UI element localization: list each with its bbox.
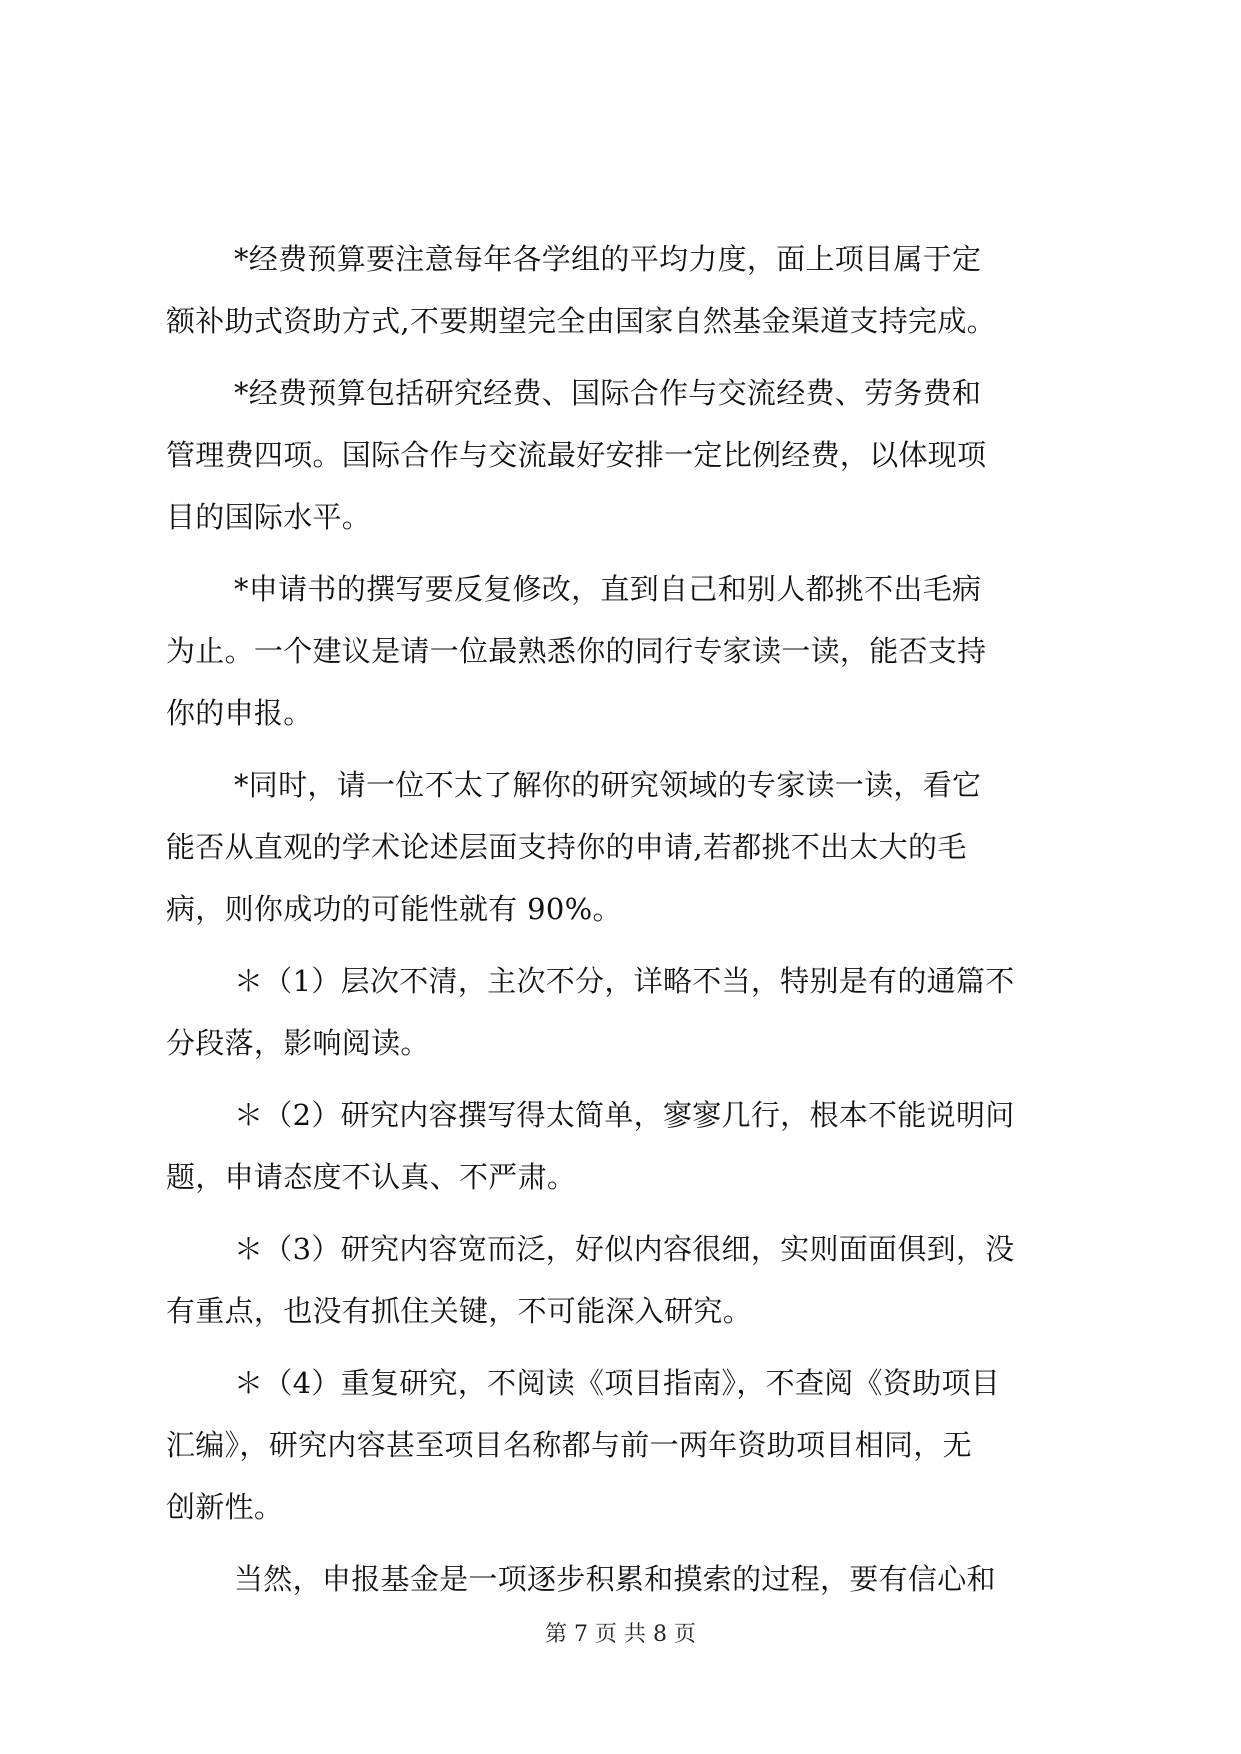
text-line: 能否从直观的学术论述层面支持你的申请,若都挑不出太大的毛 bbox=[166, 830, 967, 864]
text-line: 额补助式资助方式,不要期望完全由国家自然基金渠道支持完成。 bbox=[166, 304, 996, 338]
text-line: 分段落，影响阅读。 bbox=[166, 1026, 430, 1060]
text-line: ＊（1）层次不清，主次不分，详略不当，特别是有的通篇不 bbox=[234, 964, 1015, 998]
text-line: *同时，请一位不太了解你的研究领域的专家读一读，看它 bbox=[234, 768, 982, 802]
paragraph-issue-1 bbox=[166, 950, 1086, 1074]
paragraph-revise-application bbox=[166, 558, 1086, 744]
paragraph-budget-items bbox=[166, 362, 1086, 548]
paragraph-issue-4 bbox=[166, 1352, 1086, 1538]
text-line: 创新性。 bbox=[166, 1490, 284, 1524]
text-line: *申请书的撰写要反复修改，直到自己和别人都挑不出毛病 bbox=[234, 572, 982, 606]
text-line: 为止。一个建议是请一位最熟悉你的同行专家读一读，能否支持 bbox=[166, 634, 987, 668]
text-line: 题，申请态度不认真、不严肃。 bbox=[166, 1160, 577, 1194]
text-line: ＊（4）重复研究，不阅读《项目指南》，不查阅《资助项目 bbox=[234, 1366, 1001, 1400]
paragraph-conclusion bbox=[166, 1548, 1086, 1610]
text-line: 管理费四项。国际合作与交流最好安排一定比例经费，以体现项 bbox=[166, 438, 987, 472]
paragraph-outside-expert bbox=[166, 754, 1086, 940]
text-line: 目的国际水平。 bbox=[166, 500, 372, 534]
paragraph-issue-2 bbox=[166, 1084, 1086, 1208]
text-line: 有重点，也没有抓住关键，不可能深入研究。 bbox=[166, 1294, 753, 1328]
text-line: ＊（2）研究内容撰写得太简单，寥寥几行，根本不能说明问 bbox=[234, 1098, 1015, 1132]
text-line: 病，则你成功的可能性就有 90%。 bbox=[166, 892, 622, 926]
text-line: ＊（3）研究内容宽而泛，好似内容很细，实则面面俱到，没 bbox=[234, 1232, 1015, 1266]
body-text bbox=[166, 228, 1086, 1620]
text-line: 当然，申报基金是一项逐步积累和摸索的过程，要有信心和 bbox=[234, 1562, 996, 1596]
text-line: 汇编》，研究内容甚至项目名称都与前一两年资助项目相同，无 bbox=[166, 1428, 972, 1462]
text-line: *经费预算要注意每年各学组的平均力度，面上项目属于定 bbox=[234, 242, 982, 276]
text-line: *经费预算包括研究经费、国际合作与交流经费、劳务费和 bbox=[234, 376, 982, 410]
paragraph-issue-3 bbox=[166, 1218, 1086, 1342]
text-line: 你的申报。 bbox=[166, 696, 313, 730]
paragraph-budget-intensity bbox=[166, 228, 1086, 352]
page-number-label: 第 7 页 共 8 页 bbox=[545, 1622, 696, 1647]
page-footer bbox=[0, 1620, 1241, 1650]
